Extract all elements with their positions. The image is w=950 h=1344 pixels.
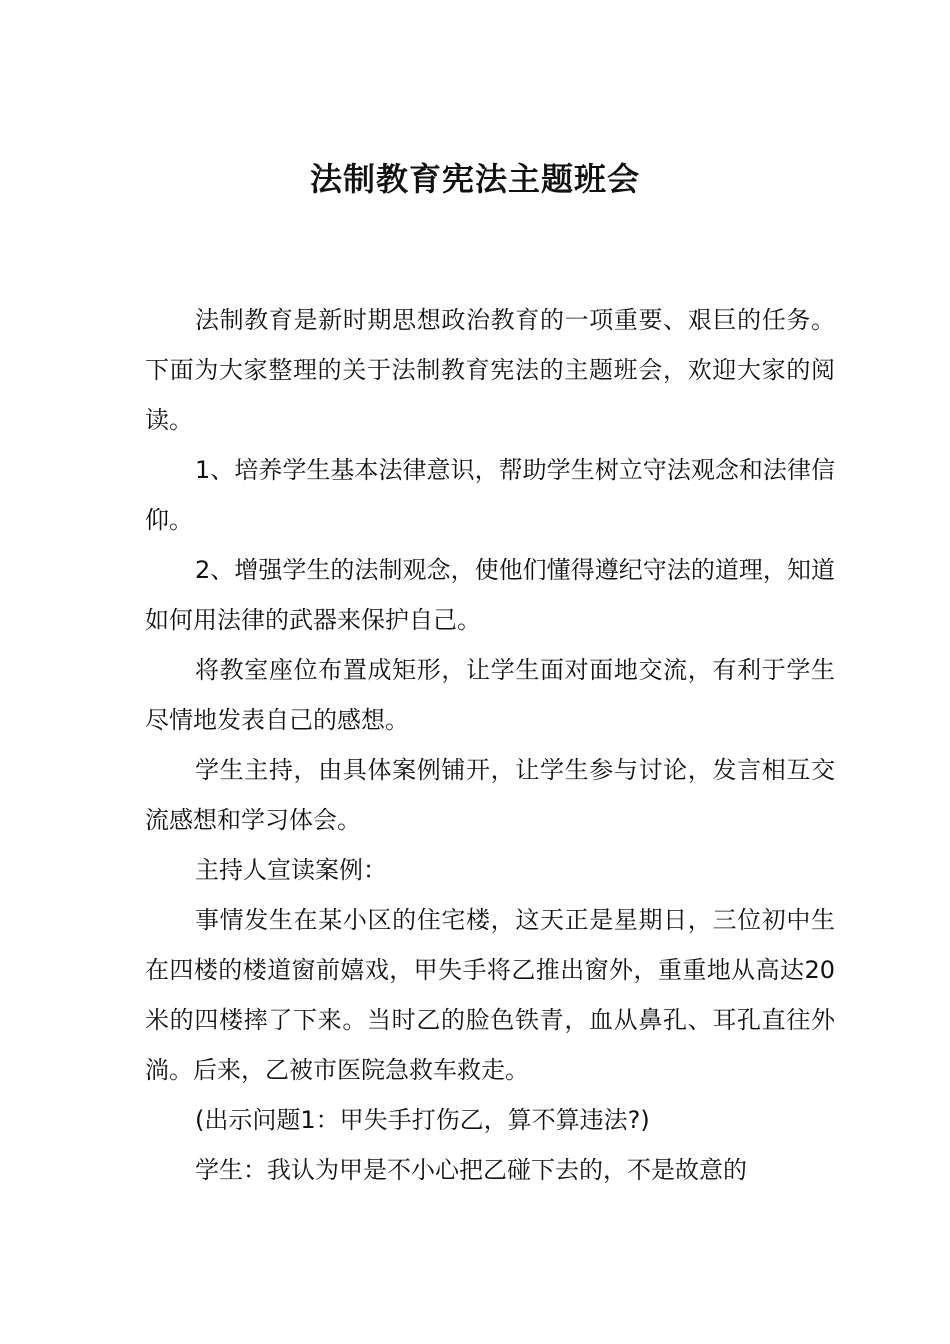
paragraph-student-answer: 学生：我认为甲是不小心把乙碰下去的，不是故意的 [195,1156,747,1184]
paragraph-goal-2: 2、增强学生的法制观念，使他们懂得遵纪守法的道理，知道如何用法律的武器来保护自己。 [145,556,835,634]
paragraph-hosting: 学生主持，由具体案例铺开，让学生参与讨论，发言相互交流感想和学习体会。 [145,756,835,834]
paragraph-host-reads: 主持人宣读案例： [195,856,387,884]
paragraph-seating: 将教室座位布置成矩形，让学生面对面地交流，有利于学生尽情地发表自己的感想。 [145,656,835,734]
paragraph-goal-1: 1、培养学生基本法律意识，帮助学生树立守法观念和法律信仰。 [145,456,835,534]
document-title: 法制教育宪法主题班会 [309,160,640,198]
document-body [145,295,835,1195]
paragraph-question-1: (出示问题1：甲失手打伤乙，算不算违法?) [195,1106,650,1134]
paragraph-intro: 法制教育是新时期思想政治教育的一项重要、艰巨的任务。下面为大家整理的关于法制教育宪法的主题班会，欢迎大家的阅读。 [145,306,835,434]
paragraph-case: 事情发生在某小区的住宅楼，这天正是星期日，三位初中生在四楼的楼道窗前嬉戏，甲失手将乙推出窗外，重重地从高达20米的四楼摔了下来。当时乙的脸色铁青，血从鼻孔、耳孔直往外淌。后来，乙被市医院急救车救走。 [145,906,835,1084]
